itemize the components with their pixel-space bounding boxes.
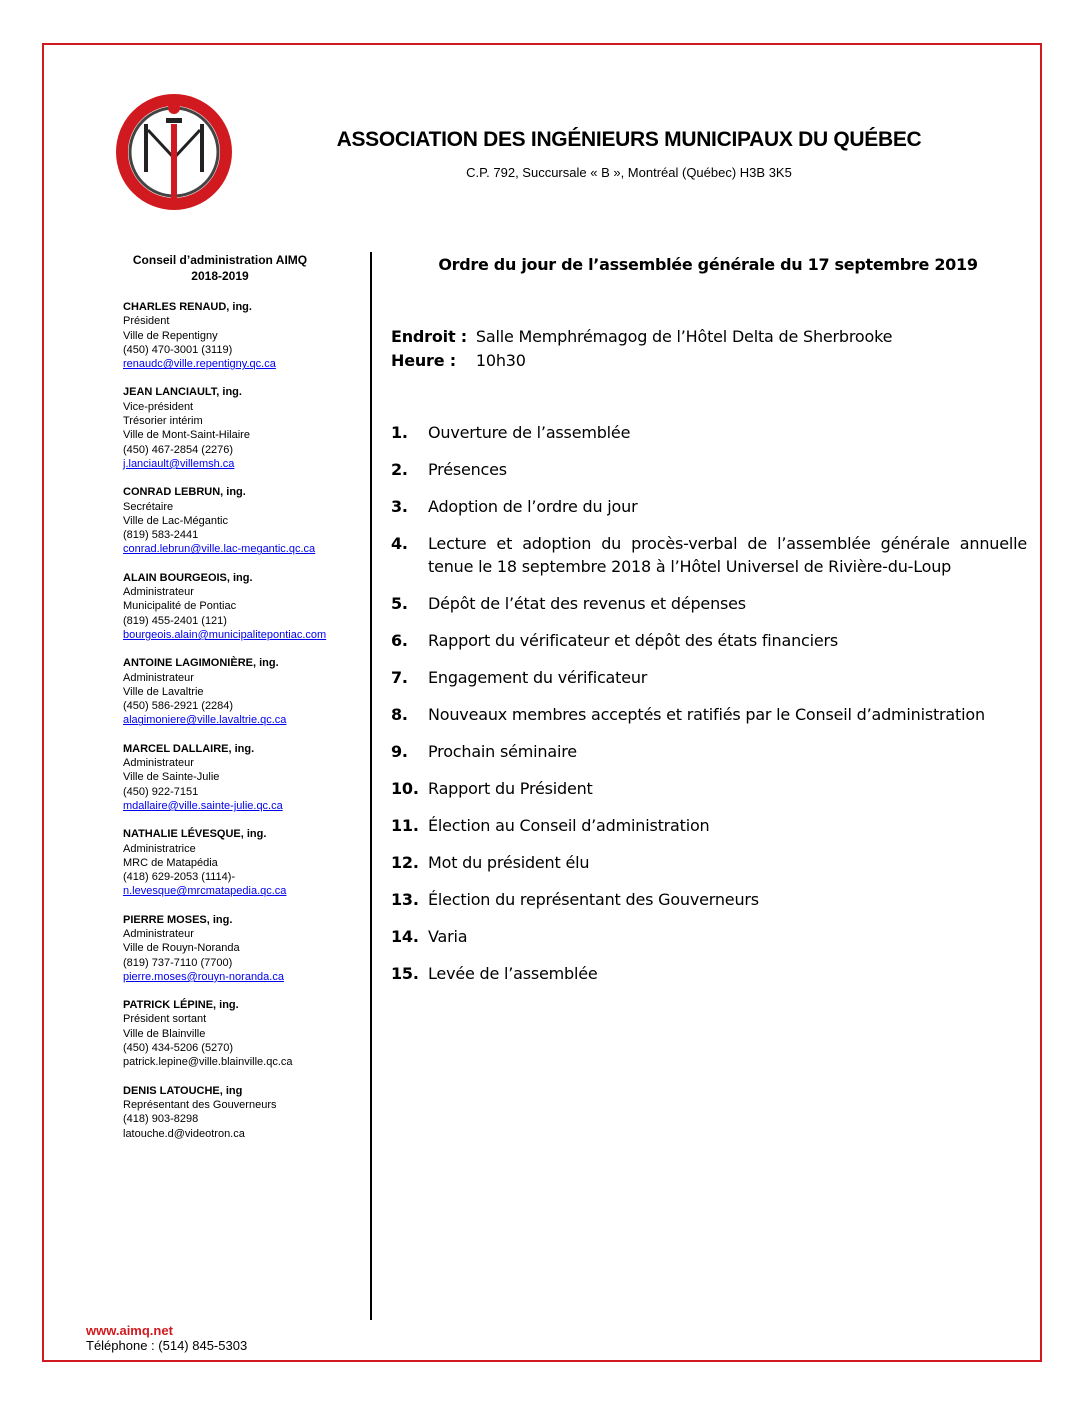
- agenda-item-text: Prochain séminaire: [428, 742, 577, 761]
- board-heading: [110, 252, 330, 284]
- member-detail: (819) 455-2401 (121): [123, 614, 227, 627]
- member-name: NATHALIE LÉVESQUE, ing.: [123, 828, 267, 841]
- member-detail: Ville de Repentigny: [123, 329, 218, 342]
- member-name: ALAIN BOURGEOIS, ing.: [123, 571, 253, 584]
- column-divider: [370, 252, 372, 1320]
- agenda-item-number: 14.: [391, 927, 419, 946]
- agenda-item-number: 11.: [391, 816, 419, 835]
- location-label: Endroit :: [391, 327, 467, 346]
- member-detail: (450) 467-2854 (2276): [123, 443, 234, 456]
- member-detail: MRC de Matapédia: [123, 856, 218, 869]
- agenda-item-number: 2.: [391, 460, 408, 479]
- agenda-item: [391, 851, 1027, 874]
- board-member: [123, 656, 368, 727]
- agenda-title: Ordre du jour de l’assemblée générale du 17 septembre 2019: [438, 255, 978, 274]
- member-detail: Ville de Lac-Mégantic: [123, 514, 228, 527]
- agenda-item-text: Élection au Conseil d’administration: [428, 816, 710, 835]
- agenda-item: [391, 777, 1027, 800]
- member-detail: (450) 922-7151: [123, 785, 199, 798]
- board-member: [123, 385, 368, 471]
- agenda-item: [391, 421, 1027, 444]
- member-email[interactable]: n.levesque@mrcmatapedia.qc.ca: [123, 885, 287, 898]
- website-link[interactable]: www.aimq.net: [86, 1323, 173, 1338]
- agenda-item-text: Dépôt de l’état des revenus et dépenses: [428, 594, 746, 613]
- board-member: [123, 827, 368, 898]
- member-detail: Vice-président: [123, 400, 194, 413]
- board-member: [123, 485, 368, 556]
- meeting-details: [391, 325, 892, 373]
- board-member: [123, 742, 368, 813]
- member-detail: Président sortant: [123, 1013, 207, 1026]
- member-detail: Administrateur: [123, 586, 194, 599]
- agenda-item-number: 6.: [391, 631, 408, 650]
- agenda-item-text: Rapport du vérificateur et dépôt des états financiers: [428, 631, 839, 650]
- member-email[interactable]: j.lanciault@villemsh.ca: [123, 457, 235, 470]
- time-value: 10h30: [475, 351, 526, 370]
- agenda-item-text: Nouveaux membres acceptés et ratifiés par le Conseil d’administration: [428, 705, 985, 724]
- agenda-item-text: Lecture et adoption du procès-verbal de l’assemblée générale annuelle tenue le 18 septembre 2018 à l’Hôtel Universel de Rivière-du-Loup: [428, 534, 1027, 576]
- aimq-logo-icon: [116, 94, 232, 210]
- agenda-item-number: 9.: [391, 742, 408, 761]
- agenda-item-text: Ouverture de l’assemblée: [428, 423, 631, 442]
- location-row: [391, 325, 892, 349]
- agenda-item: [391, 703, 1027, 726]
- member-detail: Administrateur: [123, 757, 194, 770]
- agenda-item-text: Rapport du Président: [428, 779, 593, 798]
- member-email[interactable]: renaudc@ville.repentigny.qc.ca: [123, 358, 276, 371]
- member-name: DENIS LATOUCHE, ing: [123, 1084, 243, 1097]
- agenda-item-number: 4.: [391, 534, 408, 553]
- time-row: [391, 349, 892, 373]
- location-value: Salle Memphrémagog de l’Hôtel Delta de Sherbrooke: [475, 327, 893, 346]
- member-email: patrick.lepine@ville.blainville.qc.ca: [123, 1056, 293, 1069]
- organization-name: ASSOCIATION DES INGÉNIEURS MUNICIPAUX DU QUÉBEC: [336, 128, 922, 151]
- member-detail: Président: [123, 315, 170, 328]
- agenda-item-number: 5.: [391, 594, 408, 613]
- agenda-item: [391, 888, 1027, 911]
- agenda-item-text: Adoption de l’ordre du jour: [428, 497, 638, 516]
- agenda-item: [391, 962, 1027, 985]
- member-name: PIERRE MOSES, ing.: [123, 913, 233, 926]
- agenda-item: [391, 740, 1027, 763]
- member-detail: Ville de Lavaltrie: [123, 685, 204, 698]
- member-detail: (819) 583-2441: [123, 529, 199, 542]
- agenda-item: [391, 592, 1027, 615]
- member-detail: Administratrice: [123, 842, 196, 855]
- agenda-item-number: 10.: [391, 779, 419, 798]
- member-detail: (418) 629-2053 (1114)-: [123, 871, 236, 884]
- member-detail: Ville de Mont-Saint-Hilaire: [123, 429, 250, 442]
- member-detail: Municipalité de Pontiac: [123, 600, 237, 613]
- member-name: CHARLES RENAUD, ing.: [123, 301, 252, 313]
- board-heading-title: Conseil d’administration AIMQ: [132, 253, 308, 267]
- member-detail: Ville de Sainte-Julie: [123, 771, 220, 784]
- agenda-item: [391, 532, 1027, 578]
- member-name: CONRAD LEBRUN, ing.: [123, 486, 246, 499]
- agenda-item-text: Levée de l’assemblée: [428, 964, 598, 983]
- agenda-item-number: 8.: [391, 705, 408, 724]
- agenda-item: [391, 458, 1027, 481]
- agenda-item-text: Présences: [428, 460, 507, 479]
- member-detail: (418) 903-8298: [123, 1113, 199, 1126]
- board-member: [123, 571, 368, 642]
- member-email[interactable]: pierre.moses@rouyn-noranda.ca: [123, 970, 284, 983]
- member-detail: (819) 737-7110 (7700): [123, 956, 233, 969]
- board-member: [123, 1084, 368, 1141]
- member-email[interactable]: conrad.lebrun@ville.lac-megantic.qc.ca: [123, 543, 316, 556]
- organization-address: C.P. 792, Succursale « B », Montréal (Québec) H3B 3K5: [466, 165, 792, 180]
- member-detail: (450) 434-5206 (5270): [123, 1042, 234, 1055]
- member-detail: Administrateur: [123, 671, 194, 684]
- agenda-item: [391, 814, 1027, 837]
- member-email[interactable]: mdallaire@ville.sainte-julie.qc.ca: [123, 799, 283, 812]
- board-member-list: [123, 300, 368, 1155]
- agenda-item-text: Élection du représentant des Gouverneurs: [428, 890, 759, 909]
- time-label: Heure :: [391, 351, 456, 370]
- agenda-item-text: Varia: [428, 927, 468, 946]
- agenda-item-text: Engagement du vérificateur: [428, 668, 648, 687]
- agenda-item-number: 15.: [391, 964, 419, 983]
- agenda-item: [391, 925, 1027, 948]
- board-heading-years: 2018-2019: [191, 269, 249, 283]
- agenda-item-number: 7.: [391, 668, 408, 687]
- phone-number: Téléphone : (514) 845-5303: [86, 1338, 248, 1353]
- agenda-item-number: 1.: [391, 423, 408, 442]
- member-detail: (450) 470-3001 (3119): [123, 343, 233, 356]
- agenda-item-number: 3.: [391, 497, 408, 516]
- agenda-item-number: 12.: [391, 853, 419, 872]
- member-detail: Ville de Rouyn-Noranda: [123, 942, 240, 955]
- agenda-item-text: Mot du président élu: [428, 853, 590, 872]
- member-email[interactable]: bourgeois.alain@municipalitepontiac.com: [123, 628, 327, 641]
- member-name: JEAN LANCIAULT, ing.: [123, 386, 242, 399]
- member-name: MARCEL DALLAIRE, ing.: [123, 742, 255, 755]
- member-email: latouche.d@videotron.ca: [123, 1127, 245, 1140]
- member-detail: Ville de Blainville: [123, 1027, 206, 1040]
- member-detail: Administrateur: [123, 927, 194, 940]
- member-detail: Trésorier intérim: [123, 415, 203, 428]
- member-name: PATRICK LÉPINE, ing.: [123, 999, 239, 1012]
- board-member: [123, 913, 368, 984]
- board-member: [123, 998, 368, 1069]
- member-detail: Secrétaire: [123, 500, 174, 513]
- board-member: [123, 300, 368, 371]
- member-name: ANTOINE LAGIMONIÈRE, ing.: [123, 657, 279, 670]
- agenda-list: [391, 421, 1027, 999]
- agenda-item: [391, 629, 1027, 652]
- member-detail: (450) 586-2921 (2284): [123, 700, 234, 713]
- agenda-item: [391, 666, 1027, 689]
- member-email[interactable]: alagimoniere@ville.lavaltrie.qc.ca: [123, 714, 287, 727]
- member-detail: Représentant des Gouverneurs: [123, 1098, 277, 1111]
- agenda-item-number: 13.: [391, 890, 419, 909]
- agenda-item: [391, 495, 1027, 518]
